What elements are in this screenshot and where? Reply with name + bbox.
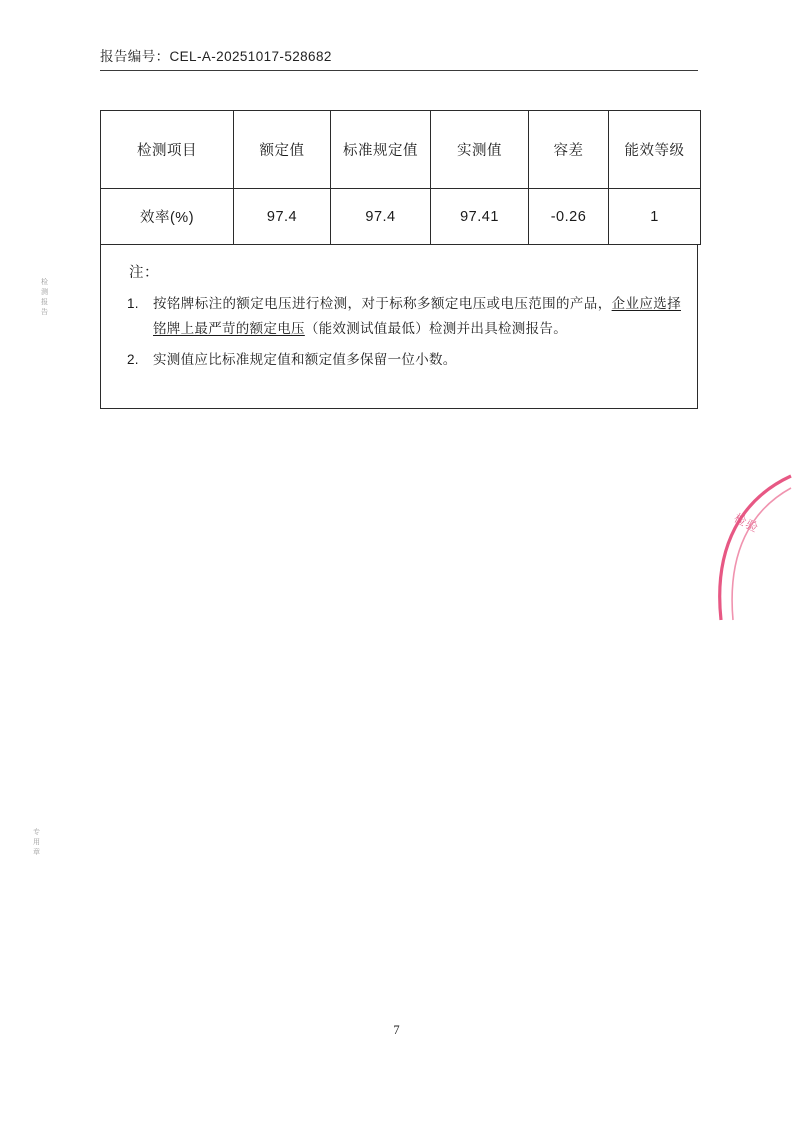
report-number-line: 报告编号：CEL-A-20251017-528682 xyxy=(100,49,332,64)
document-header xyxy=(100,45,698,71)
note-item xyxy=(127,292,681,342)
stamp-arc-icon xyxy=(673,470,793,630)
margin-mark-top: 检测报告 xyxy=(40,278,48,318)
official-stamp xyxy=(673,470,793,630)
note-index: 2. xyxy=(127,351,139,367)
table-header-cell: 容差 xyxy=(529,111,609,189)
cell-tolerance: -0.26 xyxy=(529,189,609,245)
cell-efficiency-grade: 1 xyxy=(609,189,701,245)
page-number: 7 xyxy=(393,1023,400,1037)
table-header-cell: 检测项目 xyxy=(101,111,234,189)
cell-measured-value: 97.41 xyxy=(431,189,529,245)
note-text-part1: 实测值应比标准规定值和额定值多保留一位小数。 xyxy=(153,351,457,367)
note-text-underlined: 企业应选择铭牌上最严苛的额定电压 xyxy=(153,296,681,336)
header-divider xyxy=(100,70,698,71)
table-header-cell: 额定值 xyxy=(234,111,331,189)
note-text-part2: （能效测试值最低）检测并出具检测报告。 xyxy=(304,320,568,336)
results-table xyxy=(100,110,701,245)
margin-mark-bottom: 专用章 xyxy=(32,828,40,858)
note-text xyxy=(153,348,681,373)
note-text-part1: 按铭牌标注的额定电压进行检测，对于标称多额定电压或电压范围的产品， xyxy=(153,296,612,311)
table-header-row xyxy=(101,111,701,189)
notes-box xyxy=(100,245,698,409)
cell-standard-value: 97.4 xyxy=(331,189,431,245)
table-header-cell: 实测值 xyxy=(431,111,529,189)
cell-item: 效率(%) xyxy=(101,189,234,245)
results-table-container xyxy=(100,110,700,409)
table-header-cell: 能效等级 xyxy=(609,111,701,189)
note-item xyxy=(127,348,681,373)
table-header-cell: 标准规定值 xyxy=(331,111,431,189)
table-row xyxy=(101,189,701,245)
cell-rated-value: 97.4 xyxy=(234,189,331,245)
note-index: 1. xyxy=(127,296,139,311)
note-text xyxy=(153,292,681,342)
stamp-text: 检验 xyxy=(731,510,762,536)
notes-title: 注： xyxy=(129,265,159,281)
